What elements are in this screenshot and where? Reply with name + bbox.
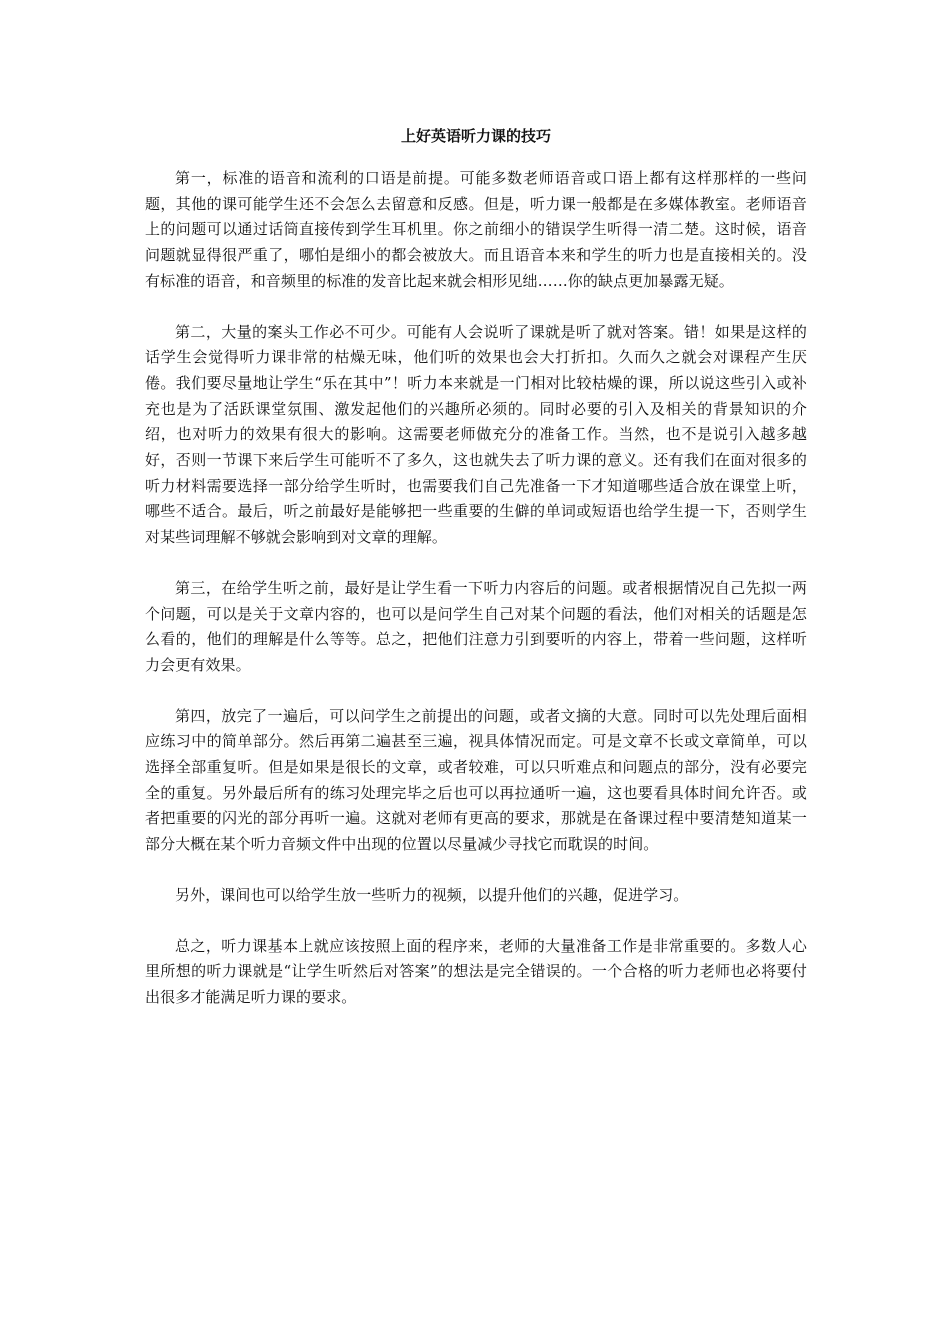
paragraph-6: 总之，听力课基本上就应该按照上面的程序来，老师的大量准备工作是非常重要的。多数人心里所想的听力课就是“让学生听然后对答案”的想法是完全错误的。一个合格的听力老师也必将要付出很多才能满足听力课的要求。 bbox=[145, 936, 807, 1006]
paragraph-5: 另外，课间也可以给学生放一些听力的视频，以提升他们的兴趣，促进学习。 bbox=[175, 885, 689, 904]
paragraph-1: 第一，标准的语音和流利的口语是前提。可能多数老师语音或口语上都有这样那样的一些问题，其他的课可能学生还不会怎么去留意和反感。但是，听力课一般都是在多媒体教室。老师语音上的问题可以通过话筒直接传到学生耳机里。你之前细小的错误学生听得一清二楚。这时候，语音问题就显得很严重了，哪怕是细小的都会被放大。而且语音本来和学生的听力也是直接相关的。没有标准的语音，和音频里的标准的发音比起来就会相形见绌……你的缺点更加暴露无疑。 bbox=[145, 169, 807, 290]
paragraph-4: 第四，放完了一遍后，可以问学生之前提出的问题，或者文摘的大意。同时可以先处理后面相应练习中的简单部分。然后再第二遍甚至三遍，视具体情况而定。可是文章不长或文章简单，可以选择全部重复听。但是如果是很长的文章，或者较难，可以只听难点和问题点的部分，没有必要完全的重复。另外最后所有的练习处理完毕之后也可以再拉通听一遍，这也要看具体时间允许否。或者把重要的闪光的部分再听一遍。这就对老师有更高的要求，那就是在备课过程中要清楚知道某一部分大概在某个听力音频文件中出现的位置以尽量减少寻找它而耽误的时间。 bbox=[145, 706, 807, 854]
document-title: 上好英语听力课的技巧 bbox=[400, 127, 551, 145]
paragraph-2: 第二，大量的案头工作必不可少。可能有人会说听了课就是听了就对答案。错！如果是这样的话学生会觉得听力课非常的枯燥无味，他们听的效果也会大打折扣。久而久之就会对课程产生厌倦。我们要尽量地让学生“乐在其中”！听力本来就是一门相对比较枯燥的课，所以说这些引入或补充也是为了活跃课堂氛围、激发起他们的兴趣所必须的。同时必要的引入及相关的背景知识的介绍，也对听力的效果有很大的影响。这需要老师做充分的准备工作。当然，也不是说引入越多越好，否则一节课下来后学生可能听不了多久，这也就失去了听力课的意义。还有我们在面对很多的听力材料需要选择一部分给学生听时，也需要我们自己先准备一下才知道哪些适合放在课堂上听，哪些不适合。最后，听之前最好是能够把一些重要的生僻的单词或短语也给学生提一下，否则学生对某些词理解不够就会影响到对文章的理解。 bbox=[145, 322, 807, 547]
paragraph-3: 第三，在给学生听之前，最好是让学生看一下听力内容后的问题。或者根据情况自己先拟一两个问题，可以是关于文章内容的，也可以是问学生自己对某个问题的看法，他们对相关的话题是怎么看的，他们的理解是什么等等。总之，把他们注意力引到要听的内容上，带着一些问题，这样听力会更有效果。 bbox=[145, 578, 807, 674]
document-body bbox=[145, 124, 807, 1036]
